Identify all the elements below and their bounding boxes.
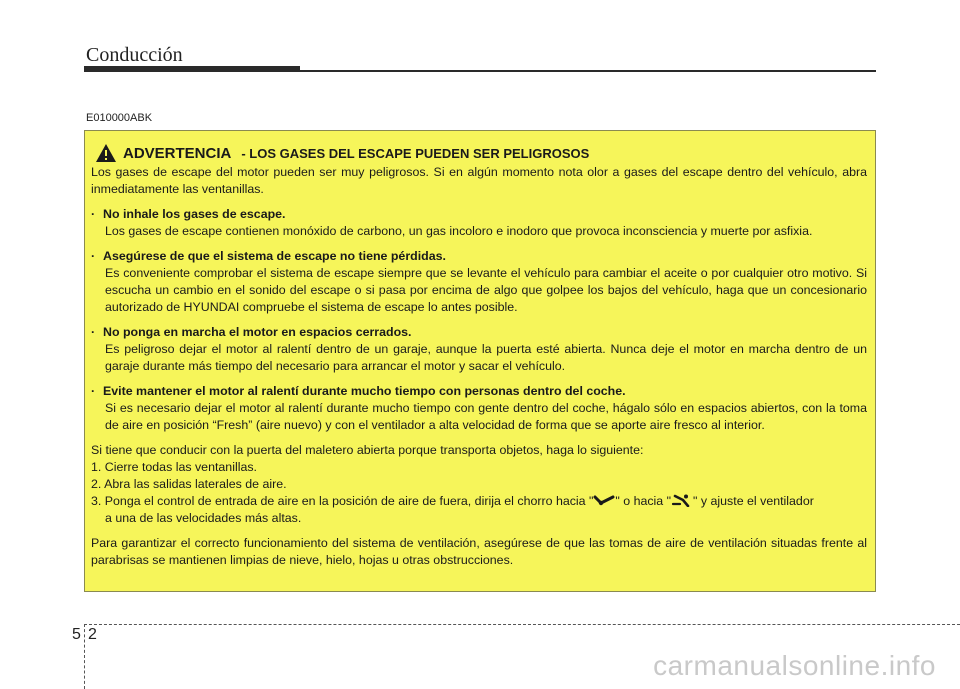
page-number: 2 <box>88 626 97 643</box>
footer-vertical-rule <box>84 624 85 689</box>
step-continuation: a una de las velocidades más altas. <box>105 511 302 525</box>
chapter-number: 5 <box>72 626 81 643</box>
bullet-head: · No inhale los gases de escape. <box>91 207 286 221</box>
watermark: carmanualsonline.info <box>653 650 936 681</box>
section-title: Conducción <box>86 44 183 66</box>
header-rule-thin <box>300 70 876 72</box>
step-item: 1. Cierre todas las ventanillas. <box>91 460 257 474</box>
bullet-head: · Asegúrese de que el sistema de escape no tiene pérdidas. <box>91 249 446 263</box>
step-item: 3. Ponga el control de entrada de aire en la posición de aire de fuera, dirija el chorro hacia " " o hacia " " y ajuste el ventilador <box>91 494 814 508</box>
warning-header <box>95 143 867 163</box>
bullet-head: · Evite mantener el motor al ralentí durante mucho tiempo con personas dentro del coche. <box>91 384 626 398</box>
closing-paragraph: Para garantizar el correcto funcionamiento del sistema de ventilación, asegúrese de que las tomas de aire de ventilación situadas frente al parabrisas se mantienen limpias de nieve, hielo, hojas u otras obstrucciones. <box>91 536 867 567</box>
vent-face-icon <box>593 494 615 507</box>
warning-title: ADVERTENCIA <box>123 144 232 162</box>
bullet-body: Es conveniente comprobar el sistema de escape siempre que se levante el vehículo para cambiar el aceite o por cualquier otro motivo. Si escucha un cambio en el sonido del escape o si pasa por encima de algo que golpee los bajos del vehículo, haga que un concesionario autorizado de HYUNDAI compruebe el sistema de escape lo antes posible. <box>105 266 867 314</box>
vent-floor-face-icon <box>671 494 693 507</box>
footer-rule <box>84 624 960 625</box>
header-rule-thick <box>84 66 300 72</box>
bullet-body: Si es necesario dejar el motor al ralentí durante mucho tiempo con gente dentro del coche, hágalo sólo en espacios abiertos, con la toma de aire en posición “Fresh” (aire nuevo) y con el ventilador a alta velocidad de forma que se aporte aire fresco al interior. <box>105 401 867 432</box>
bullet-body: Los gases de escape contienen monóxido de carbono, un gas incoloro e inodoro que provoca inconsciencia y muerte por asfixia. <box>105 224 813 238</box>
trunk-intro: Si tiene que conducir con la puerta del maletero abierta porque transporta objetos, haga lo siguiente: <box>91 443 644 457</box>
bullet-head: · No ponga en marcha el motor en espacios cerrados. <box>91 325 412 339</box>
warning-triangle-icon <box>95 143 117 163</box>
bullet-body: Es peligroso dejar el motor al ralentí dentro de un garaje, aunque la puerta esté abierta. Nunca deje el motor en marcha dentro de un garaje durante más tiempo del necesario para arrancar el motor y sacar el vehículo. <box>105 342 867 373</box>
section-code: E010000ABK <box>86 112 153 124</box>
step-item: 2. Abra las salidas laterales de aire. <box>91 477 287 491</box>
warning-intro: Los gases de escape del motor pueden ser muy peligrosos. Si en algún momento nota olor a gases del escape dentro del vehículo, abra inmediatamente las ventanillas. <box>91 165 867 196</box>
warning-subtitle: - LOS GASES DEL ESCAPE PUEDEN SER PELIGROSOS <box>241 145 590 161</box>
warning-box <box>84 130 876 592</box>
